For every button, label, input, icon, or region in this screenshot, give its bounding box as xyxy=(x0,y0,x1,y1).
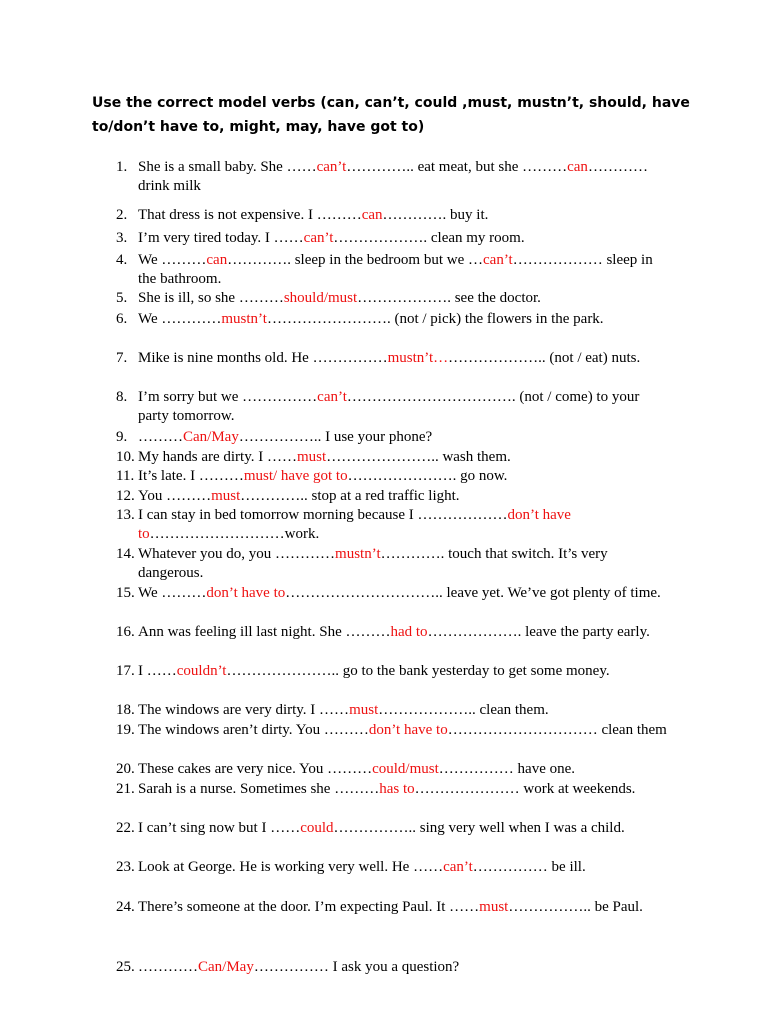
item-text xyxy=(138,206,668,225)
item-text xyxy=(138,545,668,583)
item-text xyxy=(138,898,668,917)
answer-text: has to xyxy=(379,781,415,797)
worksheet-heading: Use the correct model verbs (can, can’t, could ,must, mustn’t, should, have to/don’t have to, might, may, have got to) xyxy=(92,95,690,135)
sentence-text: The windows aren’t dirty. You ……… xyxy=(138,722,369,738)
answer-text: could xyxy=(300,820,334,836)
sentence-text: ……………….. (not / eat) nuts. xyxy=(448,350,641,366)
sentence-text: It’s late. I ……… xyxy=(138,468,244,484)
sentence-text: …………. buy it. xyxy=(382,207,489,223)
sentence-text: ………….. stop at a red traffic light. xyxy=(240,488,460,504)
answer-text: must xyxy=(211,488,241,504)
sentence-text: There’s someone at the door. I’m expecting Paul. It …… xyxy=(138,899,480,915)
sentence-text: ………………………… clean them xyxy=(447,722,667,738)
sentence-text: Sarah is a nurse. Sometimes she ……… xyxy=(138,781,380,797)
item-number: 20. xyxy=(116,761,135,777)
sentence-text: You ……… xyxy=(138,488,212,504)
sentence-text: ………………. leave the party early. xyxy=(427,624,650,640)
sentence-text: I can’t sing now but I …… xyxy=(138,820,301,836)
answer-text: had to xyxy=(390,624,428,640)
sentence-text: ………………………….. leave yet. We’ve got plenty of time. xyxy=(285,585,661,601)
item-text xyxy=(138,310,668,329)
answer-text: can’t xyxy=(483,252,513,268)
answer-text: mustn’t xyxy=(335,546,381,562)
sentence-text: ……………….. clean them. xyxy=(378,702,549,718)
answer-text: mustn’t… xyxy=(387,350,449,366)
sentence-text: Mike is nine months old. He …………… xyxy=(138,350,388,366)
sentence-text: ………………. see the doctor. xyxy=(357,290,541,306)
sentence-text: …………………. go now. xyxy=(347,468,508,484)
item-text xyxy=(138,487,668,506)
sentence-text: …………. sleep in the bedroom but we … xyxy=(227,252,483,268)
sentence-text: I’m very tired today. I …… xyxy=(138,230,304,246)
answer-text: must xyxy=(297,449,327,465)
sentence-text: These cakes are very nice. You ……… xyxy=(138,761,373,777)
item-number: 19. xyxy=(116,722,135,738)
answer-text: can xyxy=(361,207,383,223)
item-number: 1. xyxy=(116,159,128,175)
answer-text: don’t have to xyxy=(138,507,571,542)
answer-text: can’t xyxy=(303,230,334,246)
item-text xyxy=(138,349,668,368)
sentence-text: ………… drink milk xyxy=(138,159,648,194)
item-number: 7. xyxy=(116,350,128,366)
answer-text: mustn’t xyxy=(221,311,267,327)
item-number: 5. xyxy=(116,290,128,306)
sentence-text: ………………….. go to the bank yesterday to get some money. xyxy=(226,663,610,679)
item-text xyxy=(138,229,668,248)
sentence-text: I can stay in bed tomorrow morning because I ……………… xyxy=(138,507,508,523)
sentence-text: We ……… xyxy=(138,585,207,601)
sentence-text: My hands are dirty. I …… xyxy=(138,449,297,465)
sentence-text: I’m sorry but we …………… xyxy=(138,389,318,405)
item-number: 14. xyxy=(116,546,135,562)
answer-text: must xyxy=(349,702,379,718)
item-text xyxy=(138,819,668,838)
item-number: 18. xyxy=(116,702,135,718)
answer-text: Can/May xyxy=(183,429,239,445)
answer-text: could/must xyxy=(372,761,439,777)
sentence-text: ………….. eat meat, but she ……… xyxy=(346,159,568,175)
item-text xyxy=(138,448,668,467)
item-number: 13. xyxy=(116,507,135,523)
sentence-text: I …… xyxy=(138,663,177,679)
item-number: 2. xyxy=(116,207,128,223)
sentence-text: ………………….. wash them. xyxy=(326,449,511,465)
item-number: 9. xyxy=(116,429,128,445)
answer-text: can’t xyxy=(316,159,347,175)
sentence-text: …………… have one. xyxy=(438,761,576,777)
item-number: 8. xyxy=(116,389,128,405)
item-number: 12. xyxy=(116,488,135,504)
item-number: 11. xyxy=(116,468,135,484)
sentence-text: …………. touch that switch. It’s very dangerous. xyxy=(138,546,608,581)
item-number: 6. xyxy=(116,311,128,327)
item-number: 3. xyxy=(116,230,128,246)
sentence-text: The windows are very dirty. I …… xyxy=(138,702,350,718)
sentence-text: Ann was feeling ill last night. She ……… xyxy=(138,624,391,640)
sentence-text: ……………… sleep in the bathroom. xyxy=(138,252,653,287)
item-text xyxy=(138,958,668,977)
sentence-text: She is a small baby. She …… xyxy=(138,159,317,175)
item-text xyxy=(138,158,668,196)
sentence-text: ………… xyxy=(138,959,198,975)
answer-text: can’t xyxy=(443,859,473,875)
answer-text: Can/May xyxy=(198,959,254,975)
answer-text: can’t xyxy=(317,389,347,405)
sentence-text: ……… xyxy=(138,429,183,445)
sentence-text: ………………… work at weekends. xyxy=(414,781,636,797)
answer-text: don’t have to xyxy=(206,585,286,601)
item-text xyxy=(138,623,668,642)
sentence-text: ………………. clean my room. xyxy=(333,230,525,246)
sentence-text: …………….. be Paul. xyxy=(508,899,643,915)
answer-text: must xyxy=(479,899,509,915)
item-text xyxy=(138,289,668,308)
item-text xyxy=(138,506,668,544)
item-text xyxy=(138,584,668,603)
item-number: 25. xyxy=(116,959,135,975)
item-text xyxy=(138,780,668,799)
item-text xyxy=(138,428,668,447)
answer-text: don’t have to xyxy=(368,722,448,738)
answer-text: can xyxy=(206,252,228,268)
sentence-text: We ……… xyxy=(138,252,207,268)
answer-text: must/ have got to xyxy=(243,468,348,484)
item-text xyxy=(138,388,668,426)
sentence-text: That dress is not expensive. I ……… xyxy=(138,207,362,223)
item-text xyxy=(138,858,668,877)
sentence-text: …………… I ask you a question? xyxy=(253,959,460,975)
answer-text: should/must xyxy=(283,290,358,306)
sentence-text: Look at George. He is working very well. He …… xyxy=(138,859,444,875)
sentence-text: ……………………. (not / pick) the flowers in the park. xyxy=(266,311,604,327)
answer-text: couldn’t xyxy=(176,663,227,679)
sentence-text: ………………………work. xyxy=(149,526,320,542)
sentence-text: ……………………………. (not / come) to your party tomorrow. xyxy=(138,389,640,424)
item-text xyxy=(138,721,668,740)
sentence-text: …………….. I use your phone? xyxy=(238,429,433,445)
sentence-text: …………….. sing very well when I was a child. xyxy=(333,820,625,836)
sentence-text: …………… be ill. xyxy=(472,859,586,875)
item-number: 24. xyxy=(116,899,135,915)
item-number: 23. xyxy=(116,859,135,875)
item-text xyxy=(138,662,668,681)
item-number: 22. xyxy=(116,820,135,836)
item-number: 4. xyxy=(116,252,128,268)
item-text xyxy=(138,467,668,486)
item-text xyxy=(138,701,668,720)
item-number: 10. xyxy=(116,449,135,465)
sentence-text: She is ill, so she ……… xyxy=(138,290,284,306)
item-text xyxy=(138,760,668,779)
sentence-text: We ………… xyxy=(138,311,222,327)
item-number: 17. xyxy=(116,663,135,679)
item-text xyxy=(138,251,668,289)
sentence-text: Whatever you do, you ………… xyxy=(138,546,336,562)
answer-text: can xyxy=(567,159,588,175)
item-number: 15. xyxy=(116,585,135,601)
item-number: 16. xyxy=(116,624,135,640)
item-number: 21. xyxy=(116,781,135,797)
